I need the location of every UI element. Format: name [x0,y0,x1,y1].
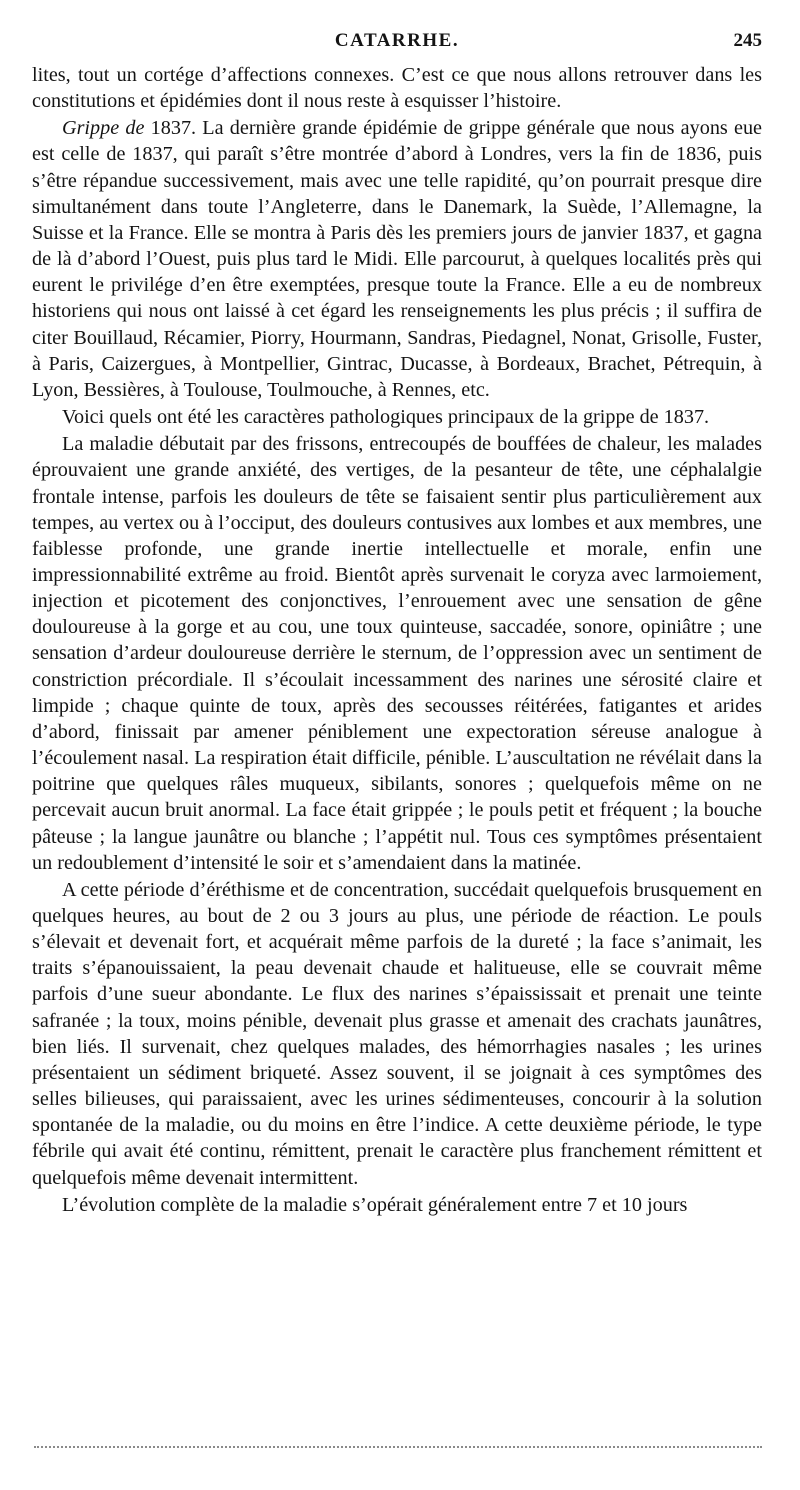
paragraph-grippe-1837 [32,115,762,403]
page-number: 245 [733,30,762,51]
section-heading-italic: Grippe de [62,117,145,140]
paragraph-reaction-period: A cette période d’éréthisme et de concentration, succédait quelquefois brusquement en quelques heures, au bout de 2 ou 3 jours au plus, une période de réaction. Le pouls s’élevait et devenait fort, et acquérait même parfois de la dureté ; la face s’animait, les traits s’épanouissaient, la peau devenait chaude et halitueuse, elle se couvrait même parfois d’une sueur abondante. Le flux des narines s’épaississait et prenait une teinte safranée ; la toux, moins pénible, devenait plus grasse et amenait des crachats jaunâtres, bien liés. Il survenait, chez quelques malades, des hémorrhagies nasales ; les urines présentaient un sédiment briqueté. Assez souvent, il se joignait à ces symptômes des selles bilieuses, qui paraissaient, avec les urines sédimenteuses, concourir à la solution spontanée de la maladie, ou du moins en être l’indice. A cette deuxième période, le type fébrile qui avait été continu, rémittent, prenait le caractère plus franchement rémittent et quelquefois même devenait intermittent. [32,878,762,1189]
paragraph-text: La dernière grande épidémie de grippe générale que nous ayons eue est celle de 1837, qui paraît s’être montrée d’abord à Londres, vers la fin de 1836, puis s’être répandue successivement, mais avec une telle rapidité, qu’on pourrait presque dire simultanément dans toute l’Angleterre, dans le Danemark, la Suède, l’Allemagne, la Suisse et la France. Elle se montra à Paris dès les premiers jours de janvier 1837, et gagna de là d’abord l’Ouest, puis plus tard le Midi. Elle parcourut, à quelques localités près qui eurent le privilége d’en être exemptées, presque toute la France. Elle a eu de nombreux historiens qui nous ont laissé à cet égard les renseignements les plus précis ; il suffira de citer Bouillaud, Récamier, Piorry, Hourmann, Sandras, Piedagnel, Nonat, Grisolle, Fuster, à Paris, Caizergues, à Montpellier, Gintrac, Ducasse, à Bordeaux, Brachet, Pétrequin, à Lyon, Bessières, à Toulouse, Toulmouche, à Rennes, etc. [32,117,762,401]
running-head [32,30,762,60]
paragraph-characters: Voici quels ont été les caractères pathologiques principaux de la grippe de 1837. [62,406,710,429]
section-heading-year: 1837. [150,117,197,140]
body-text [32,62,762,1218]
paragraph-symptoms: La maladie débutait par des frissons, entrecoupés de bouffées de chaleur, les malades éprouvaient une grande anxiété, des vertiges, de la pesanteur de tête, une céphalalgie frontale intense, parfois les douleurs de tête se faisaient sentir plus particulièrement aux tempes, au vertex ou à l’occiput, des douleurs contusives aux lombes et aux membres, une faiblesse profonde, une grande inertie intellectuelle et morale, enfin une impressionnabilité extrême au froid. Bientôt après survenait le coryza avec larmoiement, injection et picotement des conjonctives, l’enrouement avec une sensation de gêne douloureuse à la gorge et au cou, une toux quinteuse, saccadée, sonore, opiniâtre ; une sensation d’ardeur douloureuse derrière le sternum, de l’oppression avec un sentiment de constriction précordiale. Il s’écoulait incessamment des narines une sérosité claire et limpide ; chaque quinte de toux, après des secousses réitérées, fatigantes et arides d’abord, finissait par amener péniblement une expectoration séreuse analogue à l’écoulement nasal. La respiration était difficile, pénible. L’auscultation ne révélait dans la poitrine que quelques râles muqueux, sibilants, sonores ; quelquefois même on ne percevait aucun bruit anormal. La face était grippée ; le pouls petit et fréquent ; la bouche pâteuse ; la langue jaunâtre ou blanche ; l’appétit nul. Tous ces symptômes présentaient un redoublement d’intensité le soir et s’amendaient dans la matinée. [32,433,762,874]
paragraph-continued: lites, tout un cortége d’affections connexes. C’est ce que nous allons retrouver dans les constitutions et épidémies dont il nous reste à esquisser l’histoire. [32,64,762,113]
footer-dotted-rule [34,1446,762,1448]
paragraph-evolution: L’évolution complète de la maladie s’opérait généralement entre 7 et 10 jours [62,1193,688,1216]
running-title: CATARRHE. [334,30,460,51]
